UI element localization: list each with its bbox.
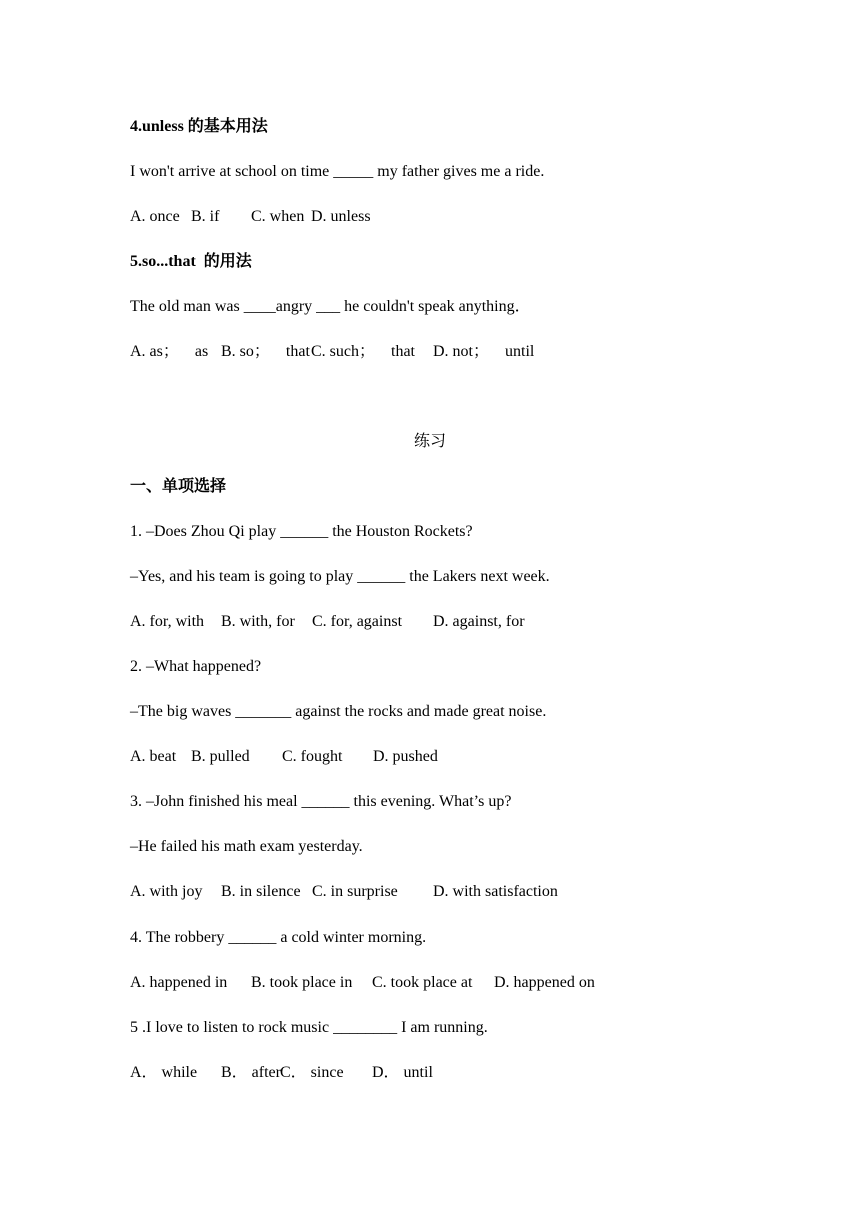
question-3-line-1: 3. –John finished his meal ______ this evening. What’s up? [130,793,512,810]
option-a: A. as； as [130,343,209,360]
section-5-question: The old man was ____angry ___ he couldn't speak anything． [130,298,531,315]
option-c: C. when [251,208,305,225]
option-d: D. pushed [373,748,438,765]
question-2-line-2: –The big waves _______ against the rocks and made great noise. [130,703,547,720]
question-4-line-1: 4. The robbery ______ a cold winter morning. [130,929,427,946]
option-c: C. for, against [312,613,403,630]
option-a: A. with joy [130,883,203,900]
option-a: A. happened in [130,974,228,991]
option-a: A. once [130,208,180,225]
section-5-heading: 5.so...that 的用法 [130,253,252,270]
option-d: D. not； until [433,343,535,360]
question-2-line-1: 2. –What happened? [130,658,262,675]
question-1-line-1: 1. –Does Zhou Qi play ______ the Houston Rockets? [130,523,473,540]
section-4-question: I won't arrive at school on time _____ my father gives me a ride. [130,163,545,180]
question-1-line-2: –Yes, and his team is going to play ______ the Lakers next week. [130,568,550,585]
option-d: D. against, for [433,613,525,630]
question-5-options [130,1063,433,1183]
question-5-line-1: 5 .I love to listen to rock music ________ I am running. [130,1019,488,1036]
option-c: C. fought [282,748,343,765]
option-a: A. for, with [130,613,205,630]
option-b: B. with, for [221,613,295,630]
practice-title: 练习 [413,433,446,450]
option-b: B. so； that [221,343,310,360]
option-c: C. such； that [311,343,415,360]
option-c: C． since [280,1064,344,1081]
option-a: A. beat [130,748,177,765]
option-d: D. with satisfaction [433,883,558,900]
section-4-heading: 4.unless 的基本用法 [130,118,268,135]
option-c: C. took place at [372,974,473,991]
option-b: B. took place in [251,974,353,991]
option-b: B. in silence [221,883,301,900]
part-heading: 一、单项选择 [130,478,227,495]
option-d: D. unless [311,208,371,225]
option-c: C. in surprise [312,883,398,900]
question-3-line-2: –He failed his math exam yesterday. [130,838,363,855]
option-b: B. pulled [191,748,250,765]
option-d: D． until [372,1064,433,1081]
option-b: B. if [191,208,220,225]
option-a: A． while [130,1064,198,1081]
option-d: D. happened on [494,974,595,991]
option-b: B． after [221,1064,281,1081]
